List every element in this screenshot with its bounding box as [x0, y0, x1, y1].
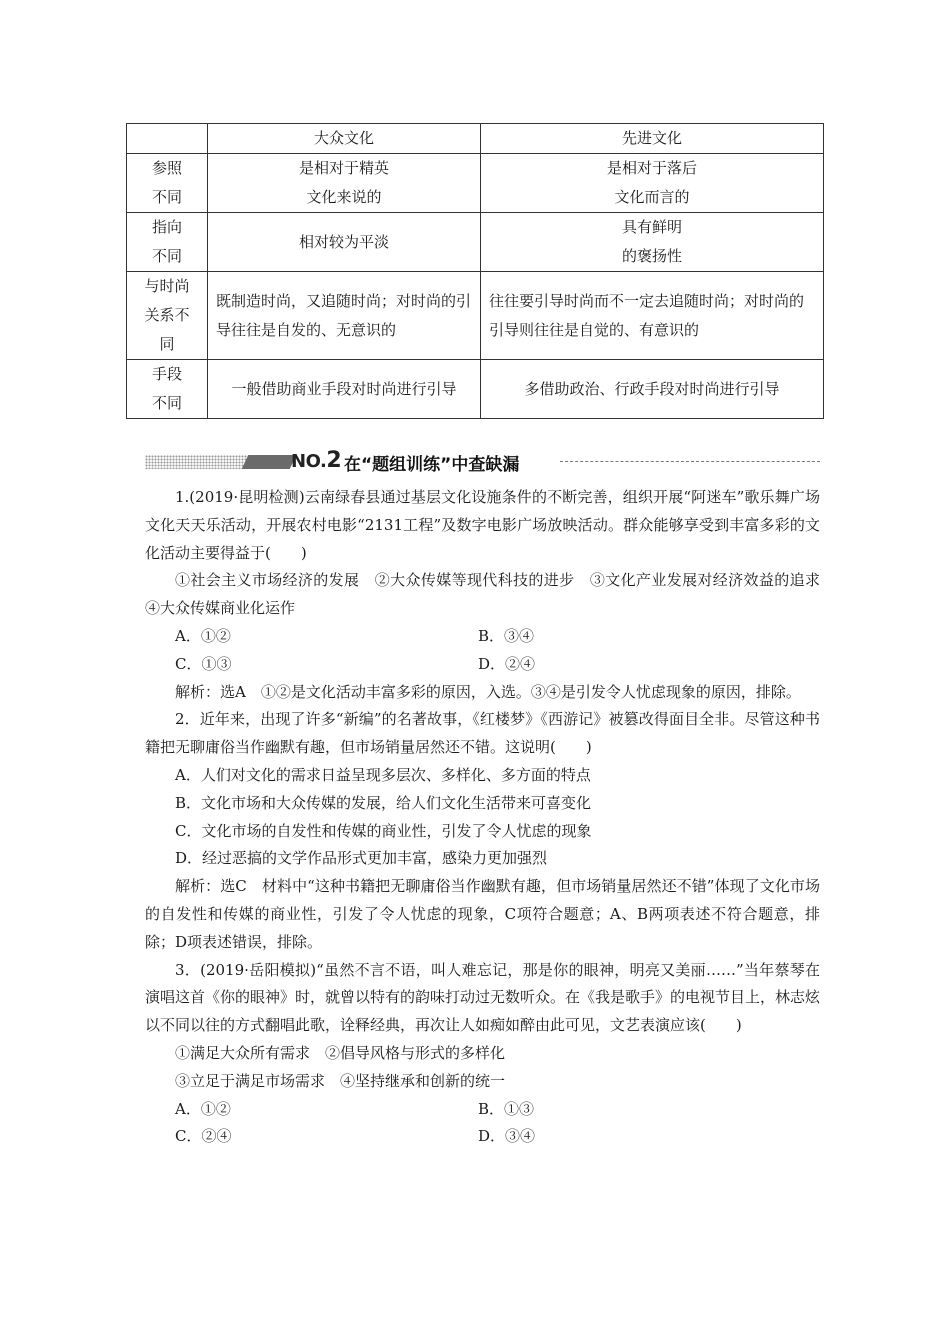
row-label: 手段 不同	[127, 360, 208, 419]
table-cell: 往往要引导时尚而不一定去追随时尚；对时尚的引导则往往是自觉的、有意识的	[481, 272, 824, 360]
header-cell-mass-culture: 大众文化	[208, 124, 481, 154]
q3-items-2: ③立足于满足市场需求 ④坚持继承和创新的统一	[175, 1071, 506, 1090]
option-b: B．③④	[478, 626, 535, 645]
section-header	[145, 449, 820, 475]
row-label: 参照 不同	[127, 154, 208, 213]
section-number: NO.2	[291, 448, 342, 473]
table-cell: 相对较为平淡	[208, 213, 481, 272]
q1-stem: 1.(2019·昆明检测)云南绿春县通过基层文化设施条件的不断完善，组织开展“阿迷车”歌乐舞广场文化天天乐活动，开展农村电影“2131工程”及数字电影广场放映活动。群众能够享受到丰富多彩的文化活动主要得益于( )	[145, 488, 820, 562]
table-cell: 既制造时尚，又追随时尚；对时尚的引导往往是自发的、无意识的	[208, 272, 481, 360]
option-b: B．文化市场和大众传媒的发展，给人们文化生活带来可喜变化	[175, 793, 592, 812]
option-d: D．②④	[478, 654, 536, 673]
dotted-pattern	[145, 455, 248, 469]
row-label: 与时尚 关系不 同	[127, 272, 208, 360]
q1-analysis: 解析：选A ①②是文化活动丰富多彩的原因，入选。③④是引发令人忧虑现象的原因，排除。	[175, 682, 801, 701]
slant-bar	[242, 455, 297, 469]
table-cell: 是相对于落后 文化而言的	[481, 154, 824, 213]
q3-items-1: ①满足大众所有需求 ②倡导风格与形式的多样化	[175, 1043, 506, 1062]
q1-options-row2	[145, 651, 820, 679]
table-cell: 是相对于精英 文化来说的	[208, 154, 481, 213]
q1-items: ①社会主义市场经济的发展 ②大众传媒等现代科技的进步 ③文化产业发展对经济效益的追求 ④大众传媒商业化运作	[145, 571, 836, 618]
section-title: 在“题组训练”中查缺漏	[344, 455, 520, 475]
table-row	[127, 154, 824, 213]
option-c: C．①③	[175, 654, 232, 673]
option-c: C．文化市场的自发性和传媒的商业性，引发了令人忧虑的现象	[175, 821, 592, 840]
row-label: 指向 不同	[127, 213, 208, 272]
q1-options-row1	[145, 623, 820, 651]
option-c: C．②④	[175, 1127, 232, 1146]
q2-stem: 2．近年来，出现了许多“新编”的名著故事，《红楼梦》《西游记》被篡改得面目全非。尽管这种书籍把无聊庸俗当作幽默有趣，但市场销量居然还不错。这说明( )	[145, 710, 820, 757]
q3-options-row1	[145, 1096, 820, 1124]
table-cell: 具有鲜明 的褒扬性	[481, 213, 824, 272]
option-b: B．①③	[478, 1099, 535, 1118]
comparison-table	[126, 123, 824, 419]
table-row	[127, 272, 824, 360]
questions	[145, 484, 836, 1151]
option-a: A．人们对文化的需求日益呈现多层次、多样化、多方面的特点	[175, 765, 591, 784]
q3-stem: 3．(2019·岳阳模拟)“虽然不言不语，叫人难忘记，那是你的眼神，明亮又美丽……”当年蔡琴在演唱这首《你的眼神》时，就曾以特有的韵味打动过无数听众。在《我是歌手》的电视节目上，林志炫以不同以往的方式翻唱此歌，诠释经典，再次让人如痴如醉由此可见，文艺表演应该( )	[145, 960, 821, 1035]
option-a: A．①②	[175, 626, 231, 645]
header-cell-advanced-culture: 先进文化	[481, 124, 824, 154]
option-d: D．经过恶搞的文学作品形式更加丰富，感染力更加强烈	[175, 849, 548, 868]
table-header-row	[127, 124, 824, 154]
q2-analysis: 解析：选C 材料中“这种书籍把无聊庸俗当作幽默有趣，但市场销量居然还不错”体现了文化市场的自发性和传媒的商业性，引发了令人忧虑的现象，C项符合题意；A、B两项表述不符合题意，排除；D项表述错误，排除。	[145, 877, 820, 951]
table-row	[127, 360, 824, 419]
q3-options-row2	[145, 1123, 820, 1151]
dashed-rule	[560, 461, 820, 462]
header-cell-empty	[127, 124, 208, 154]
table-row	[127, 213, 824, 272]
table-cell: 多借助政治、行政手段对时尚进行引导	[481, 360, 824, 419]
table-cell: 一般借助商业手段对时尚进行引导	[208, 360, 481, 419]
option-d: D．③④	[478, 1127, 536, 1146]
option-a: A．①②	[175, 1099, 231, 1118]
